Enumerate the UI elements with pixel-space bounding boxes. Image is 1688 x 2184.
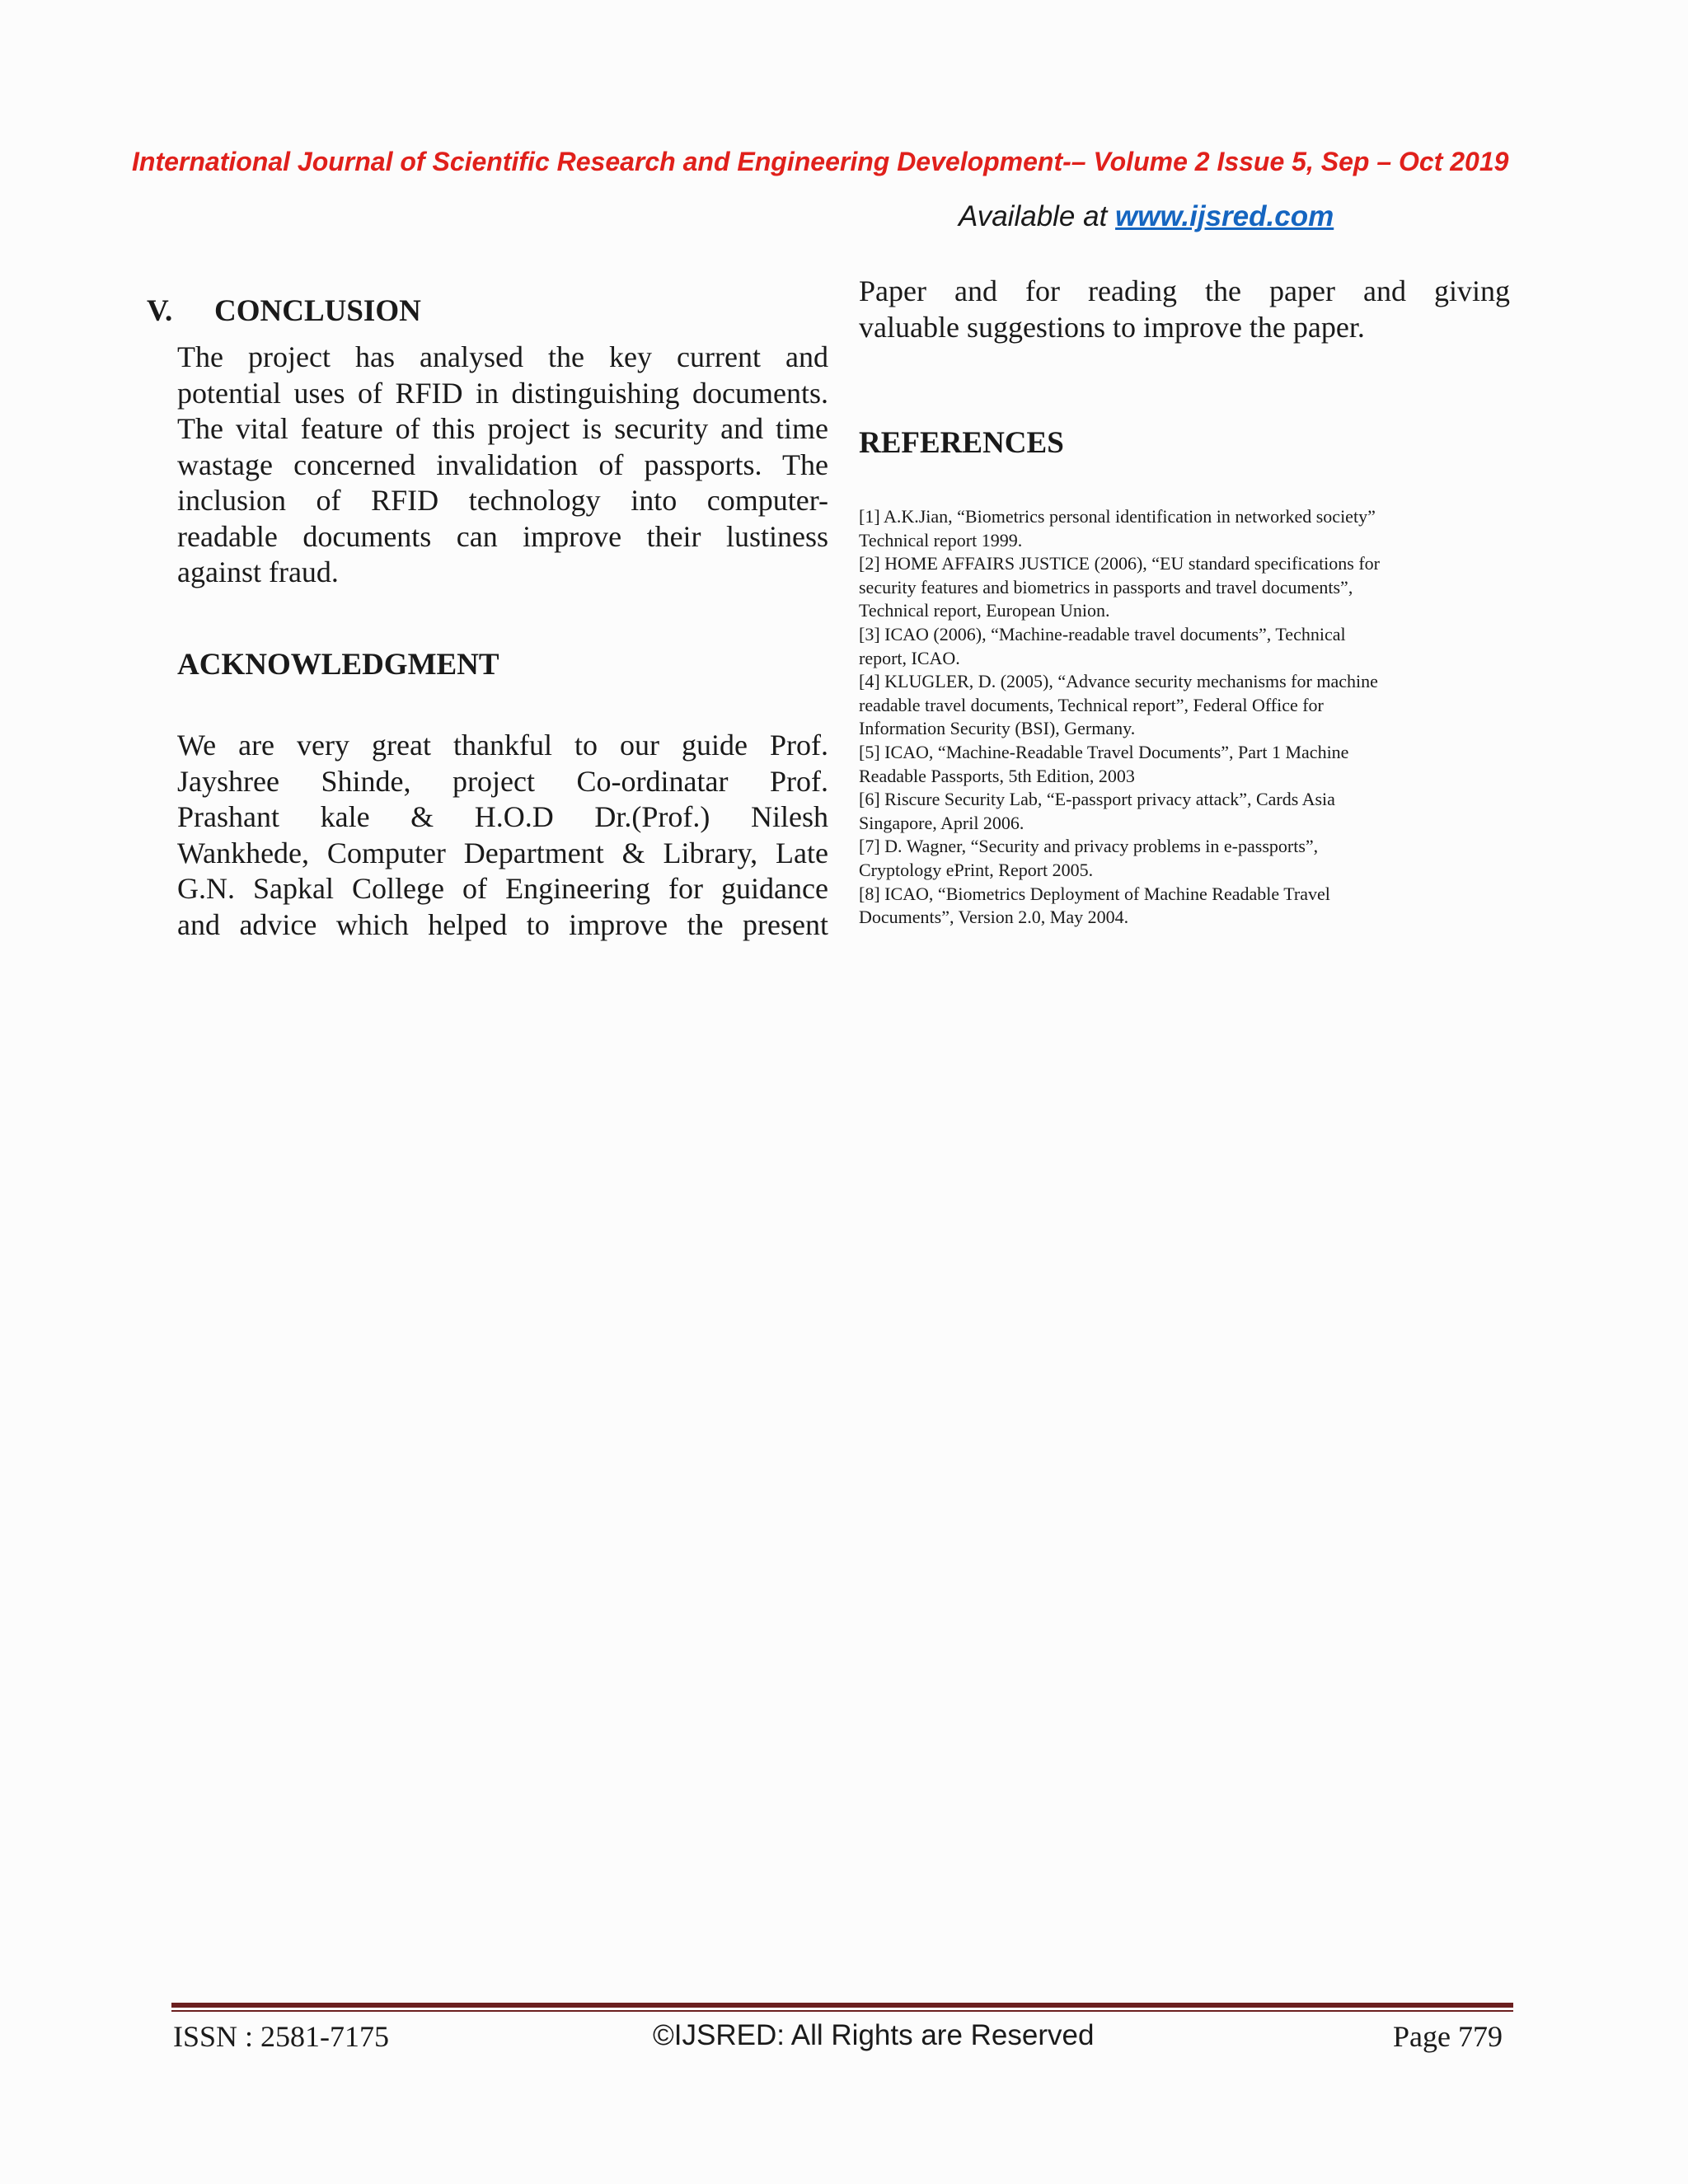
acknowledgment-continuation	[859, 274, 1510, 345]
reference-line: [3] ICAO (2006), “Machine-readable travel documents”, Technical	[859, 623, 1346, 644]
journal-title: International Journal of Scientific Research and Engineering Development-– Volume 2 Issue 5, Sep – Oct 2019	[132, 147, 1509, 176]
reference-item	[859, 788, 1485, 835]
reference-line: Readable Passports, 5th Edition, 2003	[859, 765, 1135, 786]
acknowledgment-text	[177, 728, 828, 943]
reference-line: [5] ICAO, “Machine-Readable Travel Documents”, Part 1 Machine	[859, 741, 1349, 762]
reference-item	[859, 741, 1485, 788]
footer-rights: ©IJSRED: All Rights are Reserved	[653, 2019, 1095, 2051]
reference-item	[859, 552, 1485, 623]
footer-rule	[171, 2003, 1513, 2008]
reference-line: Cryptology ePrint, Report 2005.	[859, 859, 1094, 880]
footer-rule-thin	[171, 2010, 1513, 2012]
reference-line: security features and biometrics in passports and travel documents”,	[859, 576, 1353, 598]
text-line: inclusion of RFID technology into computer-	[177, 484, 828, 517]
text-line: readable documents can improve their lustiness	[177, 519, 828, 553]
reference-line: readable travel documents, Technical report”, Federal Office for	[859, 694, 1324, 715]
conclusion-heading	[147, 293, 421, 329]
reference-line: [6] Riscure Security Lab, “E-passport privacy attack”, Cards Asia	[859, 789, 1335, 810]
conclusion-title: CONCLUSION	[214, 294, 421, 328]
availability-line	[959, 200, 1334, 233]
reference-line: report, ICAO.	[859, 647, 960, 668]
reference-line: Singapore, April 2006.	[859, 812, 1025, 833]
reference-item	[859, 670, 1485, 741]
text-line: Paper and for reading the paper and giving	[859, 274, 1510, 307]
text-line: We are very great thankful to our guide Prof.	[177, 729, 828, 762]
references-heading: REFERENCES	[859, 426, 1064, 460]
text-line: and advice which helped to improve the present	[177, 907, 828, 941]
footer-page-number: Page 779	[1393, 2020, 1503, 2053]
acknowledgment-heading: ACKNOWLEDGMENT	[177, 648, 499, 682]
reference-item	[859, 883, 1485, 930]
text-line: valuable suggestions to improve the paper.	[859, 310, 1365, 344]
text-line: The vital feature of this project is security and time	[177, 412, 828, 445]
footer-issn: ISSN : 2581-7175	[173, 2020, 390, 2053]
text-line: wastage concerned invalidation of passports. The	[177, 448, 828, 481]
available-prefix: Available at	[959, 200, 1116, 232]
text-line: The project has analysed the key current and	[177, 340, 828, 373]
text-line: potential uses of RFID in distinguishing documents.	[177, 376, 828, 410]
reference-line: [7] D. Wagner, “Security and privacy problems in e-passports”,	[859, 836, 1319, 857]
reference-line: Technical report 1999.	[859, 529, 1023, 551]
reference-line: [8] ICAO, “Biometrics Deployment of Machine Readable Travel	[859, 883, 1330, 904]
reference-item	[859, 505, 1485, 552]
reference-line: [1] A.K.Jian, “Biometrics personal identification in networked society”	[859, 506, 1376, 527]
reference-line: [4] KLUGLER, D. (2005), “Advance security mechanisms for machine	[859, 671, 1378, 692]
section-number: V.	[147, 294, 173, 328]
conclusion-text	[177, 340, 828, 591]
text-line: against fraud.	[177, 555, 339, 588]
reference-item	[859, 835, 1485, 882]
text-line: G.N. Sapkal College of Engineering for guidance	[177, 872, 828, 905]
reference-line: [2] HOME AFFAIRS JUSTICE (2006), “EU standard specifications for	[859, 553, 1381, 574]
text-line: Prashant kale & H.O.D Dr.(Prof.) Nilesh	[177, 800, 828, 833]
text-line: Wankhede, Computer Department & Library, Late	[177, 836, 828, 869]
website-link[interactable]: www.ijsred.com	[1115, 200, 1334, 232]
reference-item	[859, 623, 1485, 670]
text-line: Jayshree Shinde, project Co-ordinatar Prof.	[177, 764, 828, 798]
reference-line: Documents”, Version 2.0, May 2004.	[859, 907, 1129, 928]
reference-line: Technical report, European Union.	[859, 600, 1110, 621]
reference-line: Information Security (BSI), Germany.	[859, 718, 1136, 739]
reference-list	[859, 505, 1485, 930]
